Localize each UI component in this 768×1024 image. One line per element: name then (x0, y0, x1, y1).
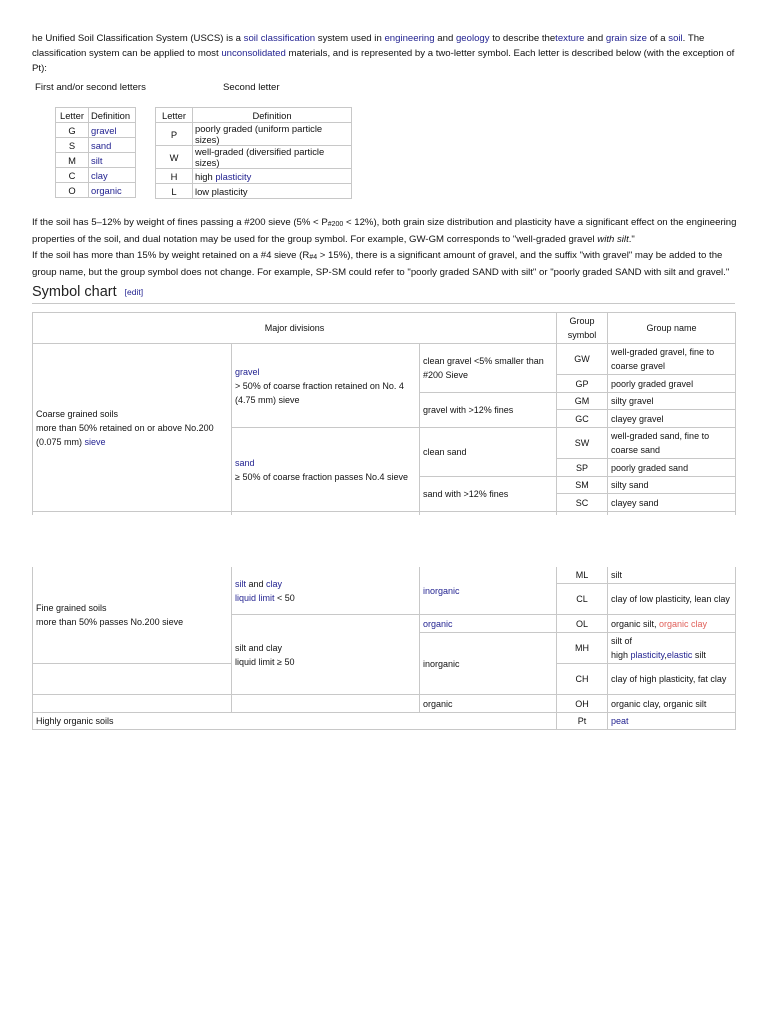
clean-sand-cell: clean sand (420, 428, 557, 477)
gravel-division-cell (232, 344, 420, 428)
link-organic-clay[interactable]: organic clay (659, 618, 708, 629)
sand-fines-cell: sand with >12% fines (420, 477, 557, 512)
paragraph-text: < 12%), both grain size distribution and plasticity have a significant effect on the engineering properties of the soil, and dual notation may be used for the group symbol. For example, GW-GM corresponds to "well-graded gravel (32, 217, 737, 245)
group-symbol-cell: OH (557, 695, 608, 713)
letter-cell: C (56, 168, 89, 183)
intro-text: and (434, 33, 456, 44)
page-break-row (33, 512, 736, 516)
link-grain-size[interactable]: grain size (605, 33, 647, 44)
group-symbol-cell: GC (557, 410, 608, 428)
spacer-cell (33, 664, 232, 695)
letter-cell: G (56, 123, 89, 138)
table-row (33, 567, 736, 584)
symbol-chart-table-fine (32, 567, 736, 730)
group-name-text: high (611, 650, 631, 660)
letter-cell: L (156, 184, 193, 199)
link-silt[interactable]: silt (91, 154, 103, 166)
group-name-cell: silty sand (608, 477, 736, 494)
link-soil-classification[interactable]: soil classification (243, 33, 316, 44)
cut-cell (608, 512, 736, 516)
table-row (56, 138, 136, 153)
definition-cell (89, 168, 136, 183)
definition-cell (89, 123, 136, 138)
link-unconsolidated[interactable]: unconsolidated (221, 48, 286, 59)
group-symbol-cell: MH (557, 633, 608, 664)
section-divider (32, 303, 735, 304)
header-major-divisions: Major divisions (33, 313, 557, 344)
definition-cell (89, 183, 136, 198)
inorganic-low-cell (420, 567, 557, 615)
group-name-cell: poorly graded gravel (608, 375, 736, 393)
group-symbol-cell: GW (557, 344, 608, 375)
clean-gravel-cell: clean gravel <5% smaller than #200 Sieve (420, 344, 557, 393)
intro-text: to describe the (489, 33, 556, 44)
link-gravel[interactable]: gravel (91, 124, 117, 136)
header-group-symbol: Group symbol (557, 313, 608, 344)
paragraph-text: ." (628, 234, 635, 245)
link-gravel[interactable]: gravel (235, 366, 260, 377)
link-organic[interactable]: organic (91, 184, 122, 196)
group-symbol-cell: OL (557, 615, 608, 633)
sand-desc: ≥ 50% of coarse fraction passes No.4 sieve (235, 471, 409, 482)
header-group-name: Group name (608, 313, 736, 344)
link-sieve[interactable]: sieve (84, 436, 106, 447)
second-letter-table (155, 107, 352, 199)
table-row (56, 153, 136, 168)
highly-organic-cell: Highly organic soils (33, 713, 557, 730)
letter-cell: H (156, 169, 193, 184)
link-liquid-limit[interactable]: liquid limit (235, 592, 275, 603)
group-symbol-cell: SW (557, 428, 608, 459)
high-ll-line2: liquid limit ≥ 50 (235, 656, 295, 667)
group-name-cell: clayey gravel (608, 410, 736, 428)
group-name-cell (608, 633, 736, 664)
group-name-cell: well-graded sand, fine to coarse sand (608, 428, 736, 459)
link-sand[interactable]: sand (235, 457, 255, 468)
link-silt[interactable]: silt (235, 578, 246, 589)
fine-desc: more than 50% passes No.200 sieve (36, 617, 184, 627)
link-plasticity[interactable]: plasticity (630, 650, 665, 660)
column-header: Letter (56, 108, 89, 123)
and-text: and (246, 578, 267, 589)
table-row (156, 169, 352, 184)
group-symbol-cell: ML (557, 567, 608, 584)
link-sand[interactable]: sand (91, 139, 112, 151)
letter-cell: W (156, 146, 193, 169)
letter-cell: M (56, 153, 89, 168)
table-row (56, 168, 136, 183)
intro-text: materials, and is represented by a two-letter symbol. Each letter is described below (with the exception of Pt): (32, 48, 735, 74)
group-name-cell: clayey sand (608, 494, 736, 512)
group-name-cell: silty gravel (608, 393, 736, 410)
sand-division-cell (232, 428, 420, 512)
cut-cell (557, 512, 608, 516)
group-name-cell: well-graded gravel, fine to coarse gravel (608, 344, 736, 375)
intro-text: he Unified Soil Classification System (USCS) is a (32, 33, 244, 44)
cut-cell (420, 512, 557, 516)
table-row (156, 184, 352, 199)
group-symbol-cell: GM (557, 393, 608, 410)
link-geology[interactable]: geology (455, 33, 490, 44)
dual-notation-paragraph (32, 215, 738, 247)
group-name-text: silt (692, 650, 706, 660)
group-name-cell: silt (608, 567, 736, 584)
table-row (33, 713, 736, 730)
link-soil[interactable]: soil (668, 33, 683, 44)
letter-cell: S (56, 138, 89, 153)
intro-text: of a (646, 33, 669, 44)
link-organic[interactable]: organic (423, 618, 453, 629)
intro-paragraph (32, 31, 738, 76)
link-clay[interactable]: clay (266, 578, 283, 589)
group-symbol-cell: GP (557, 375, 608, 393)
table-row (156, 123, 352, 146)
fine-label: Fine grained soils (36, 603, 107, 613)
comma-text: , (664, 650, 667, 660)
definition-cell: poorly graded (uniform particle sizes) (193, 123, 352, 146)
column-header: Letter (156, 108, 193, 123)
group-name-cell (608, 615, 736, 633)
paragraph-text: If the soil has 5–12% by weight of fines passing a #200 sieve (5% < P (32, 217, 328, 228)
link-engineering[interactable]: engineering (384, 33, 435, 44)
intro-text: system used in (315, 33, 385, 44)
group-symbol-cell: SM (557, 477, 608, 494)
fine-grained-cell (33, 567, 232, 664)
coarse-label: Coarse grained soils (36, 408, 119, 419)
table-row (56, 183, 136, 198)
link-inorganic[interactable]: inorganic (423, 585, 460, 596)
column-header: Definition (89, 108, 136, 123)
ll-value: < 50 (274, 592, 295, 603)
section-title: Symbol chart (32, 284, 117, 300)
group-symbol-cell: CL (557, 584, 608, 615)
definition-cell: low plasticity (193, 184, 352, 199)
definition-cell (89, 153, 136, 168)
group-symbol-cell: SP (557, 459, 608, 477)
group-name-cell (608, 713, 736, 730)
intro-text: and (584, 33, 606, 44)
subscript: #200 (327, 221, 344, 228)
label-second-letter: Second letter (223, 82, 280, 93)
link-texture[interactable]: texture (555, 33, 585, 44)
letter-cell: O (56, 183, 89, 198)
group-symbol-cell: CH (557, 664, 608, 695)
link-plasticity[interactable]: plasticity (215, 170, 252, 182)
group-symbol-cell: Pt (557, 713, 608, 730)
group-symbol-cell: SC (557, 494, 608, 512)
group-name-cell: poorly graded sand (608, 459, 736, 477)
group-name-text: organic silt, (611, 618, 660, 629)
link-clay[interactable]: clay (91, 169, 108, 181)
gravel-fines-cell: gravel with >12% fines (420, 393, 557, 428)
low-ll-division-cell (232, 567, 420, 615)
inorganic-high-cell: inorganic (420, 633, 557, 695)
spacer-cell (232, 695, 420, 713)
high-ll-division-cell (232, 615, 420, 695)
cut-cell (232, 512, 420, 516)
table-header-row (33, 313, 736, 344)
gravel-desc: > 50% of coarse fraction retained on No. 4 (4.75 mm) sieve (235, 380, 404, 405)
paragraph-text: If the soil has more than 15% by weight retained on a #4 sieve (R (32, 250, 310, 261)
table-row (33, 344, 736, 375)
section-heading (32, 284, 143, 300)
definition-text: high (195, 170, 216, 182)
symbol-chart-table-coarse (32, 312, 736, 515)
organic-low-cell (420, 615, 557, 633)
definition-cell: well-graded (diversified particle sizes) (193, 146, 352, 169)
link-peat[interactable]: peat (611, 716, 629, 726)
paragraph-text: > 15%), there is a significant amount of gravel, and the suffix "with gravel" may be added to the group name, but the group symbol does not change. For example, SP-SM could refer to "poorly graded SAND with silt" or "poorly graded SAND with silt and gravel." (32, 250, 730, 278)
table-row (156, 146, 352, 169)
table-row (33, 695, 736, 713)
table-header-row (156, 108, 352, 123)
edit-link[interactable]: [edit] (124, 287, 144, 297)
group-name-text: silt of (611, 636, 633, 646)
letter-cell: P (156, 123, 193, 146)
organic-high-cell: organic (420, 695, 557, 713)
spacer-cell (33, 695, 232, 713)
high-ll-line1: silt and clay (235, 642, 283, 653)
coarse-grained-cell (33, 344, 232, 512)
subscript: #4 (309, 254, 318, 261)
table-header-row (56, 108, 136, 123)
link-elastic[interactable]: elastic (666, 650, 693, 660)
coarse-desc: more than 50% retained on or above No.200 (0.075 mm) (36, 422, 214, 447)
gravel-suffix-paragraph (32, 248, 738, 280)
group-name-cell: organic clay, organic silt (608, 695, 736, 713)
definition-cell (89, 138, 136, 153)
column-header: Definition (193, 108, 352, 123)
cut-cell (33, 512, 232, 516)
intro-text: . The classification system can be applied to most (32, 33, 705, 59)
definition-cell (193, 169, 352, 184)
table-row (56, 123, 136, 138)
first-letter-table (55, 107, 136, 198)
label-first-letters: First and/or second letters (35, 82, 146, 93)
emphasis-text: with silt (597, 234, 629, 245)
group-name-cell: clay of high plasticity, fat clay (608, 664, 736, 695)
group-name-cell: clay of low plasticity, lean clay (608, 584, 736, 615)
